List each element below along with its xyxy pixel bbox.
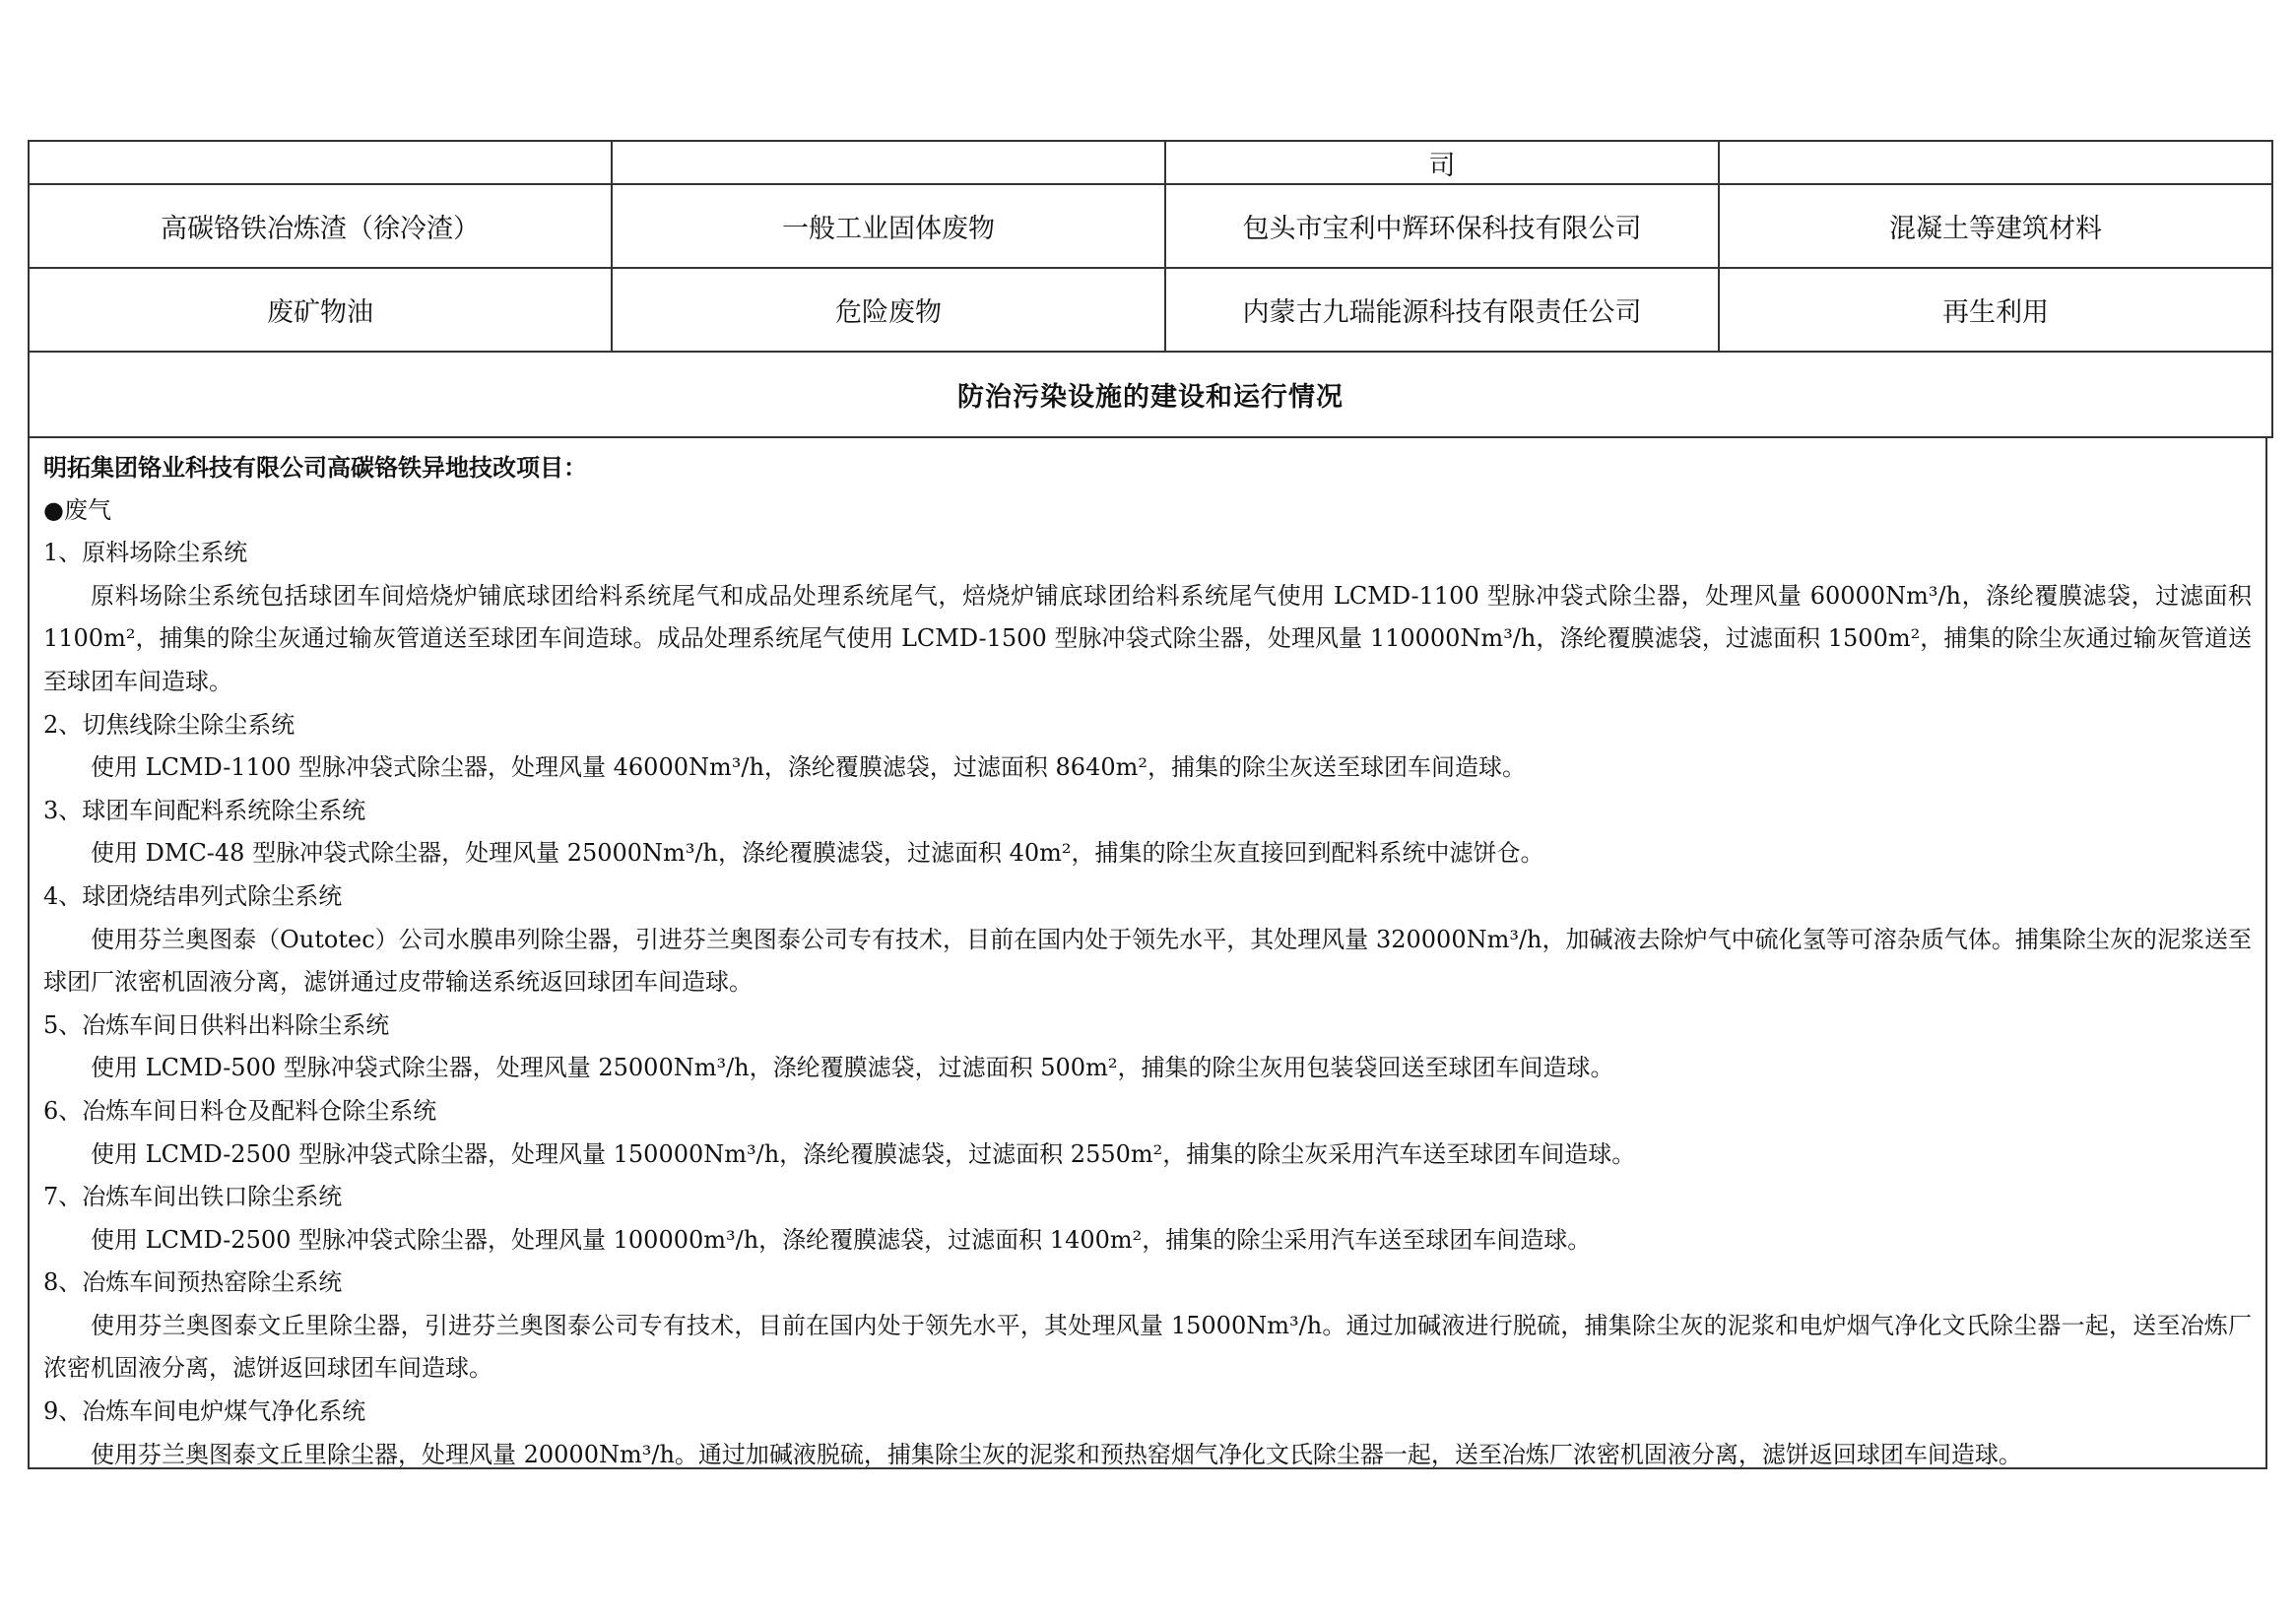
waste-name-cell: 高碳铬铁冶炼渣（徐冷渣）: [29, 184, 612, 268]
item-heading: 2、切焦线除尘除尘系统: [43, 710, 295, 739]
project-title: 明拓集团铬业科技有限公司高碳铬铁异地技改项目：: [43, 453, 587, 482]
usage-cell: 混凝土等建筑材料: [1719, 184, 2272, 268]
content-box: [28, 438, 2267, 1469]
item-heading: 5、冶炼车间日供料出料除尘系统: [43, 1010, 390, 1039]
item-paragraph: 使用 LCMD-1100 型脉冲袋式除尘器，处理风量 46000Nm³/h，涤纶覆膜滤袋，过滤面积 8640m²，捕集的除尘灰送至球团车间造球。: [91, 753, 1526, 782]
item-heading: 7、冶炼车间出铁口除尘系统: [43, 1183, 343, 1211]
waste-name-cell: 废矿物油: [29, 268, 612, 352]
item-paragraph: 使用芬兰奥图泰（Outotec）公司水膜串列除尘器，引进芬兰奥图泰公司专有技术，目前在国内处于领先水平，其处理风量 320000Nm³/h，加碱液去除炉气中硫化氢等可溶杂质气体。捕集除尘灰的泥浆送至球团厂浓密机固液分离，滤饼通过皮带输送系统返回球团车间造球。: [43, 925, 2252, 997]
item-paragraph: 使用 LCMD-2500 型脉冲袋式除尘器，处理风量 150000Nm³/h，涤纶覆膜滤袋，过滤面积 2550m²，捕集的除尘灰采用汽车送至球团车间造球。: [91, 1139, 1636, 1168]
item-heading: 9、冶炼车间电炉煤气净化系统: [43, 1397, 366, 1426]
document-page: [28, 140, 2271, 1469]
item-paragraph: 原料场除尘系统包括球团车间焙烧炉铺底球团给料系统尾气和成品处理系统尾气，焙烧炉铺底球团给料系统尾气使用 LCMD-1100 型脉冲袋式除尘器，处理风量 60000Nm³/h，涤纶覆膜滤袋，过滤面积 1100m²，捕集的除尘灰通过输灰管道送至球团车间造球。成品处理系统尾气使用 LCMD-1500 型脉冲袋式除尘器，处理风量 110000Nm³/h，涤纶覆膜滤袋，过滤面积 1500m²，捕集的除尘灰通过输灰管道送至球团车间造球。: [43, 581, 2252, 695]
item-paragraph: 使用 DMC-48 型脉冲袋式除尘器，处理风量 25000Nm³/h，涤纶覆膜滤袋，过滤面积 40m²，捕集的除尘灰直接回到配料系统中滤饼仓。: [91, 839, 1544, 868]
item-heading: 1、原料场除尘系统: [43, 539, 248, 567]
category-label: ●废气: [43, 495, 111, 524]
item-paragraph: 使用芬兰奥图泰文丘里除尘器，处理风量 20000Nm³/h。通过加碱液脱硫，捕集除尘灰的泥浆和预热窑烟气净化文氏除尘器一起，送至冶炼厂浓密机固液分离，滤饼返回球团车间造球。: [91, 1440, 2022, 1468]
table-cell: 司: [1165, 141, 1719, 184]
table-cell: [29, 141, 612, 184]
item-heading: 4、球团烧结串列式除尘系统: [43, 881, 343, 910]
receiver-cell: 内蒙古九瑞能源科技有限责任公司: [1165, 268, 1719, 352]
table-cell: [612, 141, 1165, 184]
waste-type-cell: 危险废物: [612, 268, 1165, 352]
table-cell: [1719, 141, 2272, 184]
section-title: 防治污染设施的建设和运行情况: [29, 352, 2272, 437]
usage-cell: 再生利用: [1719, 268, 2272, 352]
item-heading: 8、冶炼车间预热窑除尘系统: [43, 1268, 343, 1297]
table-row: [29, 141, 2272, 184]
item-heading: 6、冶炼车间日料仓及配料仓除尘系统: [43, 1096, 437, 1125]
receiver-cell: 包头市宝利中辉环保科技有限公司: [1165, 184, 1719, 268]
table-row: [29, 184, 2272, 268]
waste-disposal-table: [28, 140, 2273, 438]
section-title-row: [29, 352, 2272, 437]
item-paragraph: 使用 LCMD-500 型脉冲袋式除尘器，处理风量 25000Nm³/h，涤纶覆膜滤袋，过滤面积 500m²，捕集的除尘灰用包装袋回送至球团车间造球。: [91, 1054, 1614, 1082]
item-paragraph: 使用芬兰奥图泰文丘里除尘器，引进芬兰奥图泰公司专有技术，目前在国内处于领先水平，其处理风量 15000Nm³/h。通过加碱液进行脱硫，捕集除尘灰的泥浆和电炉烟气净化文氏除尘器一起，送至冶炼厂浓密机固液分离，滤饼返回球团车间造球。: [43, 1311, 2252, 1383]
waste-type-cell: 一般工业固体废物: [612, 184, 1165, 268]
table-row: [29, 268, 2272, 352]
item-heading: 3、球团车间配料系统除尘系统: [43, 796, 366, 824]
item-paragraph: 使用 LCMD-2500 型脉冲袋式除尘器，处理风量 100000m³/h，涤纶覆膜滤袋，过滤面积 1400m²，捕集的除尘采用汽车送至球团车间造球。: [91, 1225, 1592, 1254]
